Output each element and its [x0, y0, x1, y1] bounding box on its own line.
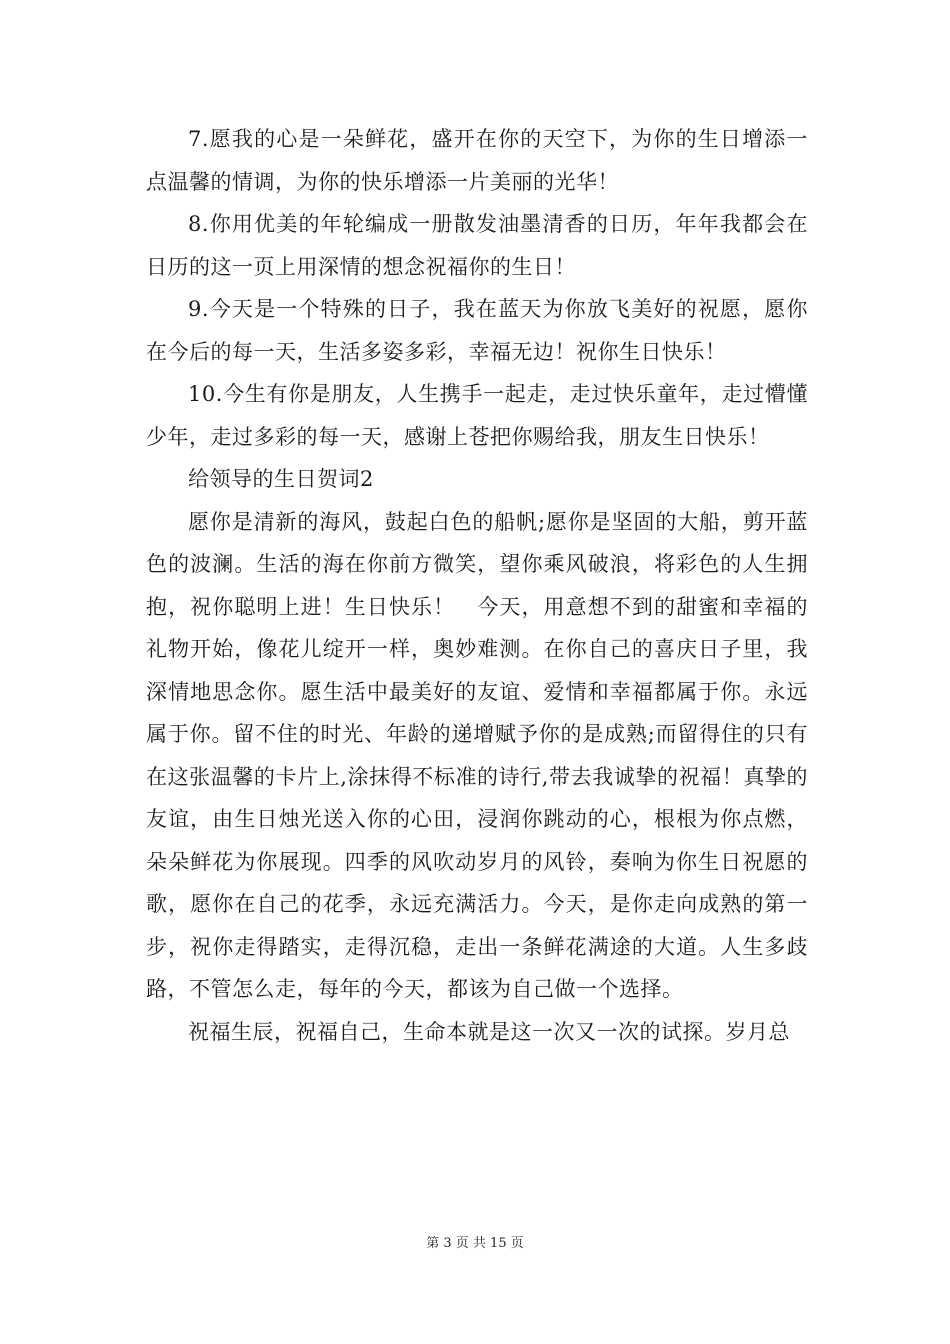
paragraph-item-8: 8.你用优美的年轮编成一册散发油墨清香的日历，年年我都会在日历的这一页上用深情的想念祝福你的生日！	[146, 212, 808, 279]
paragraph-item-10: 10.今生有你是朋友，人生携手一起走，走过快乐童年，走过懵懂少年，走过多彩的每一天，感谢上苍把你赐给我，朋友生日快乐！	[146, 382, 808, 449]
paragraph-item-7: 7.愿我的心是一朵鲜花，盛开在你的天空下，为你的生日增添一点温馨的情调，为你的快乐增添一片美丽的光华！	[146, 127, 808, 194]
page-number-footer: 第 3 页 共 15 页	[426, 1236, 524, 1251]
paragraph-body: 愿你是清新的海风，鼓起白色的船帆;愿你是坚固的大船，剪开蓝色的波澜。生活的海在你前方微笑，望你乘风破浪，将彩色的人生拥抱，祝你聪明上进！生日快乐！ 今天，用意想不到的甜蜜和幸福的礼物开始，像花儿绽开一样，奥妙难测。在你自己的喜庆日子里，我深情地思念你。愿生活中最美好的友谊、爱情和幸福都属于你。永远属于你。留不住的时光、年龄的递增赋予你的是成熟;而留得住的只有在这张温馨的卡片上,涂抹得不标准的诗行,带去我诚挚的祝福！真挚的友谊，由生日烛光送入你的心田，浸润你跳动的心，根根为你点燃，朵朵鲜花为你展现。四季的风吹动岁月的风铃，奏响为你生日祝愿的歌，愿你在自己的花季，永远充满活力。今天，是你走向成熟的第一步，祝你走得踏实，走得沉稳，走出一条鲜花满途的大道。人生多歧路，不管怎么走，每年的今天，都该为自己做一个选择。	[146, 509, 808, 1001]
section-heading: 给领导的生日贺词2	[188, 467, 374, 491]
paragraph-continued: 祝福生辰，祝福自己，生命本就是这一次又一次的试探。岁月总	[188, 1019, 790, 1044]
paragraph-item-9: 9.今天是一个特殊的日子，我在蓝天为你放飞美好的祝愿，愿你在今后的每一天，生活多姿多彩，幸福无边！祝你生日快乐！	[146, 297, 808, 364]
document-body	[146, 118, 808, 1053]
